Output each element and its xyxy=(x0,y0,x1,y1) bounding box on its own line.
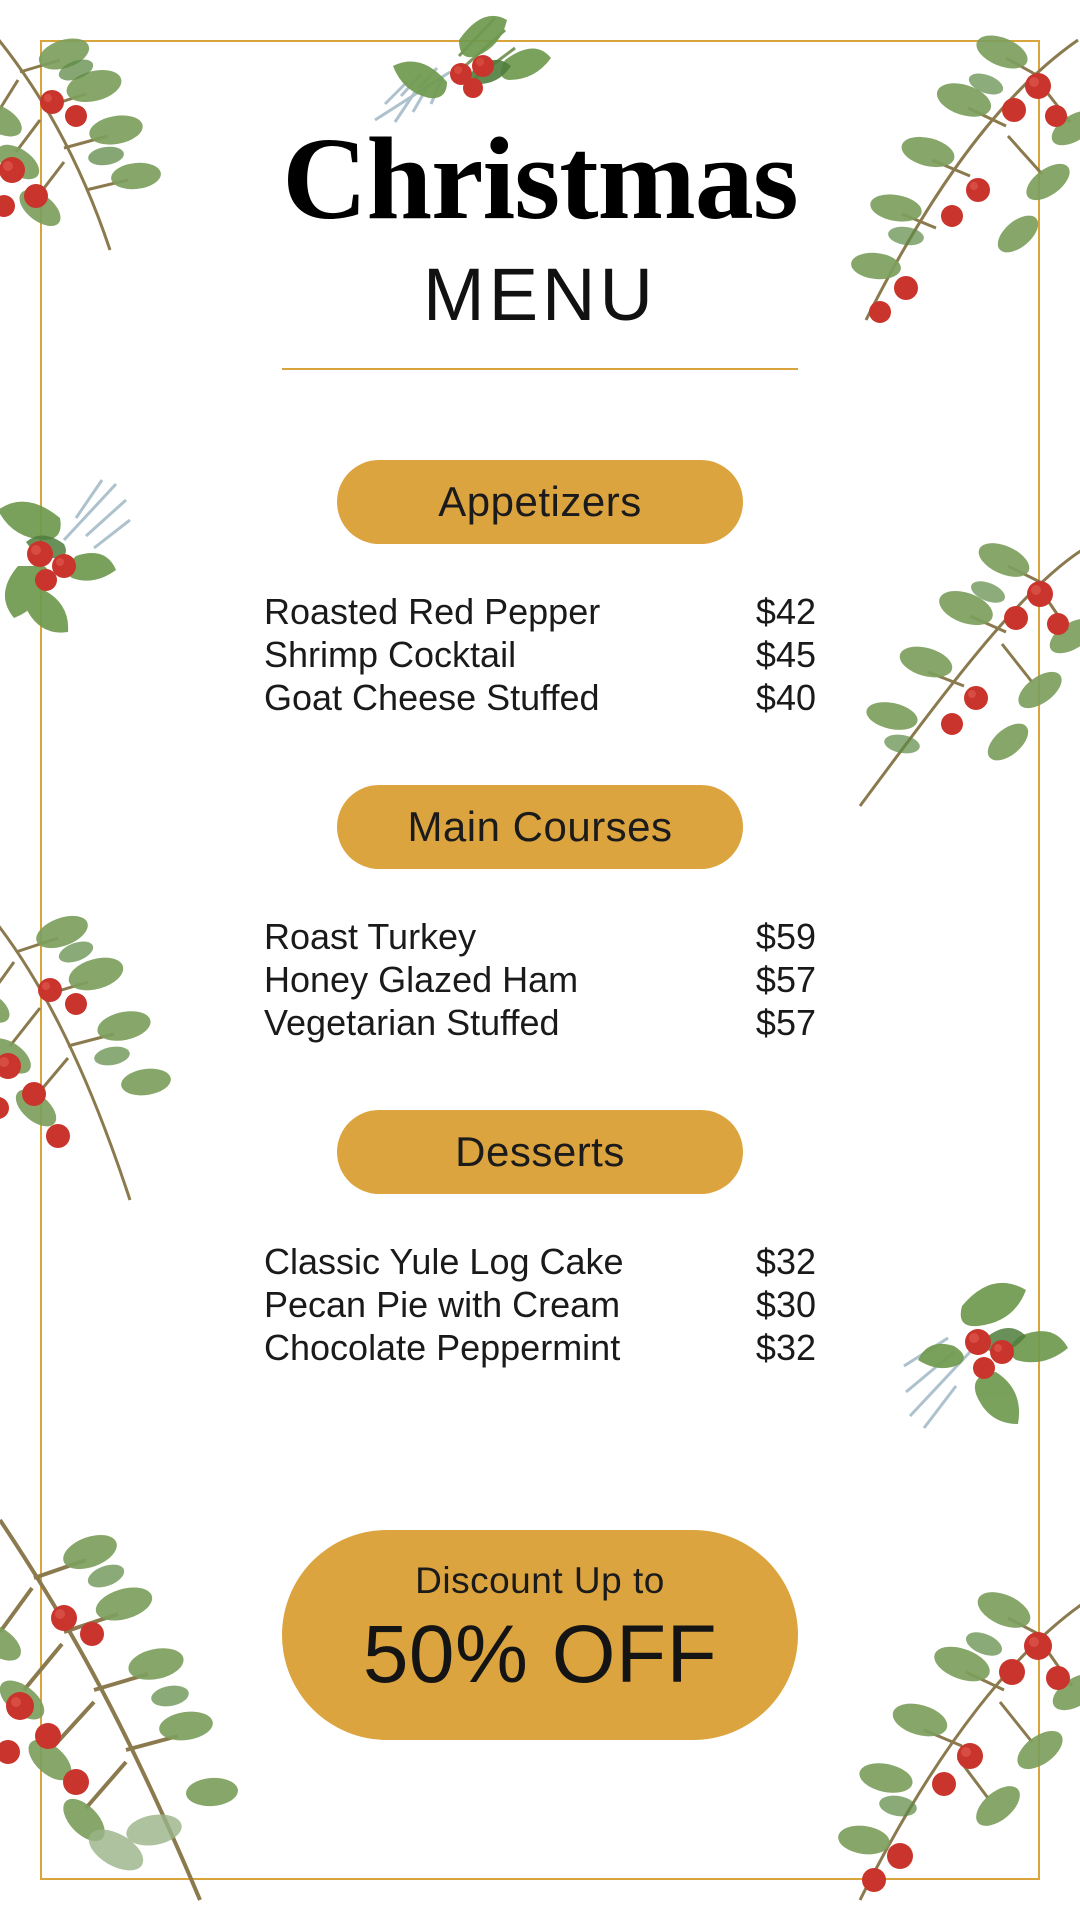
menu-item-row xyxy=(264,915,816,958)
section-heading-desserts: Desserts xyxy=(337,1110,743,1194)
menu-item-name: Roasted Red Pepper xyxy=(264,591,601,632)
menu-item-price: $57 xyxy=(755,1002,816,1044)
menu-item-list-main-courses xyxy=(264,915,816,1044)
menu-item-row xyxy=(264,1283,816,1326)
discount-badge xyxy=(282,1530,798,1740)
menu-item-row xyxy=(264,633,816,676)
menu-item-price: $45 xyxy=(755,634,816,676)
menu-item-row xyxy=(264,958,816,1001)
menu-item-price: $30 xyxy=(755,1284,816,1326)
menu-section-main-courses xyxy=(0,785,1080,1104)
menu-item-price: $40 xyxy=(755,677,816,719)
menu-item-name: Honey Glazed Ham xyxy=(264,959,579,1001)
menu-item-price: $59 xyxy=(755,916,816,958)
page-title: Christmas xyxy=(282,113,798,244)
menu-item-name: Classic Yule Log Cake xyxy=(264,1241,624,1283)
section-heading-appetizers: Appetizers xyxy=(337,460,743,544)
menu-item-name: Pecan Pie with Cream xyxy=(264,1284,621,1326)
menu-section-desserts xyxy=(0,1110,1080,1369)
menu-item-price: $57 xyxy=(755,959,816,1001)
menu-item-row xyxy=(264,1240,816,1283)
menu-item-name: Chocolate Peppermint xyxy=(264,1327,621,1369)
menu-item-list-desserts xyxy=(264,1240,816,1369)
menu-section-appetizers xyxy=(0,460,1080,779)
discount-label: Discount Up to xyxy=(415,1560,665,1601)
menu-sections xyxy=(0,460,1080,1375)
menu-item-row xyxy=(264,590,816,633)
menu-item-name: Shrimp Cocktail xyxy=(264,634,517,676)
discount-value: 50% OFF xyxy=(362,1609,718,1700)
menu-item-name: Goat Cheese Stuffed xyxy=(264,677,600,719)
menu-item-row xyxy=(264,1326,816,1369)
menu-item-price: $42 xyxy=(755,591,816,632)
page-subtitle: MENU xyxy=(423,253,657,336)
menu-item-price: $32 xyxy=(755,1327,816,1369)
menu-item-name: Vegetarian Stuffed xyxy=(264,1002,560,1044)
menu-item-name: Roast Turkey xyxy=(264,916,477,958)
menu-item-list-appetizers xyxy=(264,590,816,719)
berry-branch-bottom-left-icon xyxy=(0,1500,270,1920)
menu-item-row xyxy=(264,1001,816,1044)
menu-item-price: $32 xyxy=(755,1241,816,1283)
section-heading-main-courses: Main Courses xyxy=(337,785,743,869)
poster-header xyxy=(0,113,1080,370)
menu-item-row xyxy=(264,676,816,719)
header-divider xyxy=(282,368,798,370)
